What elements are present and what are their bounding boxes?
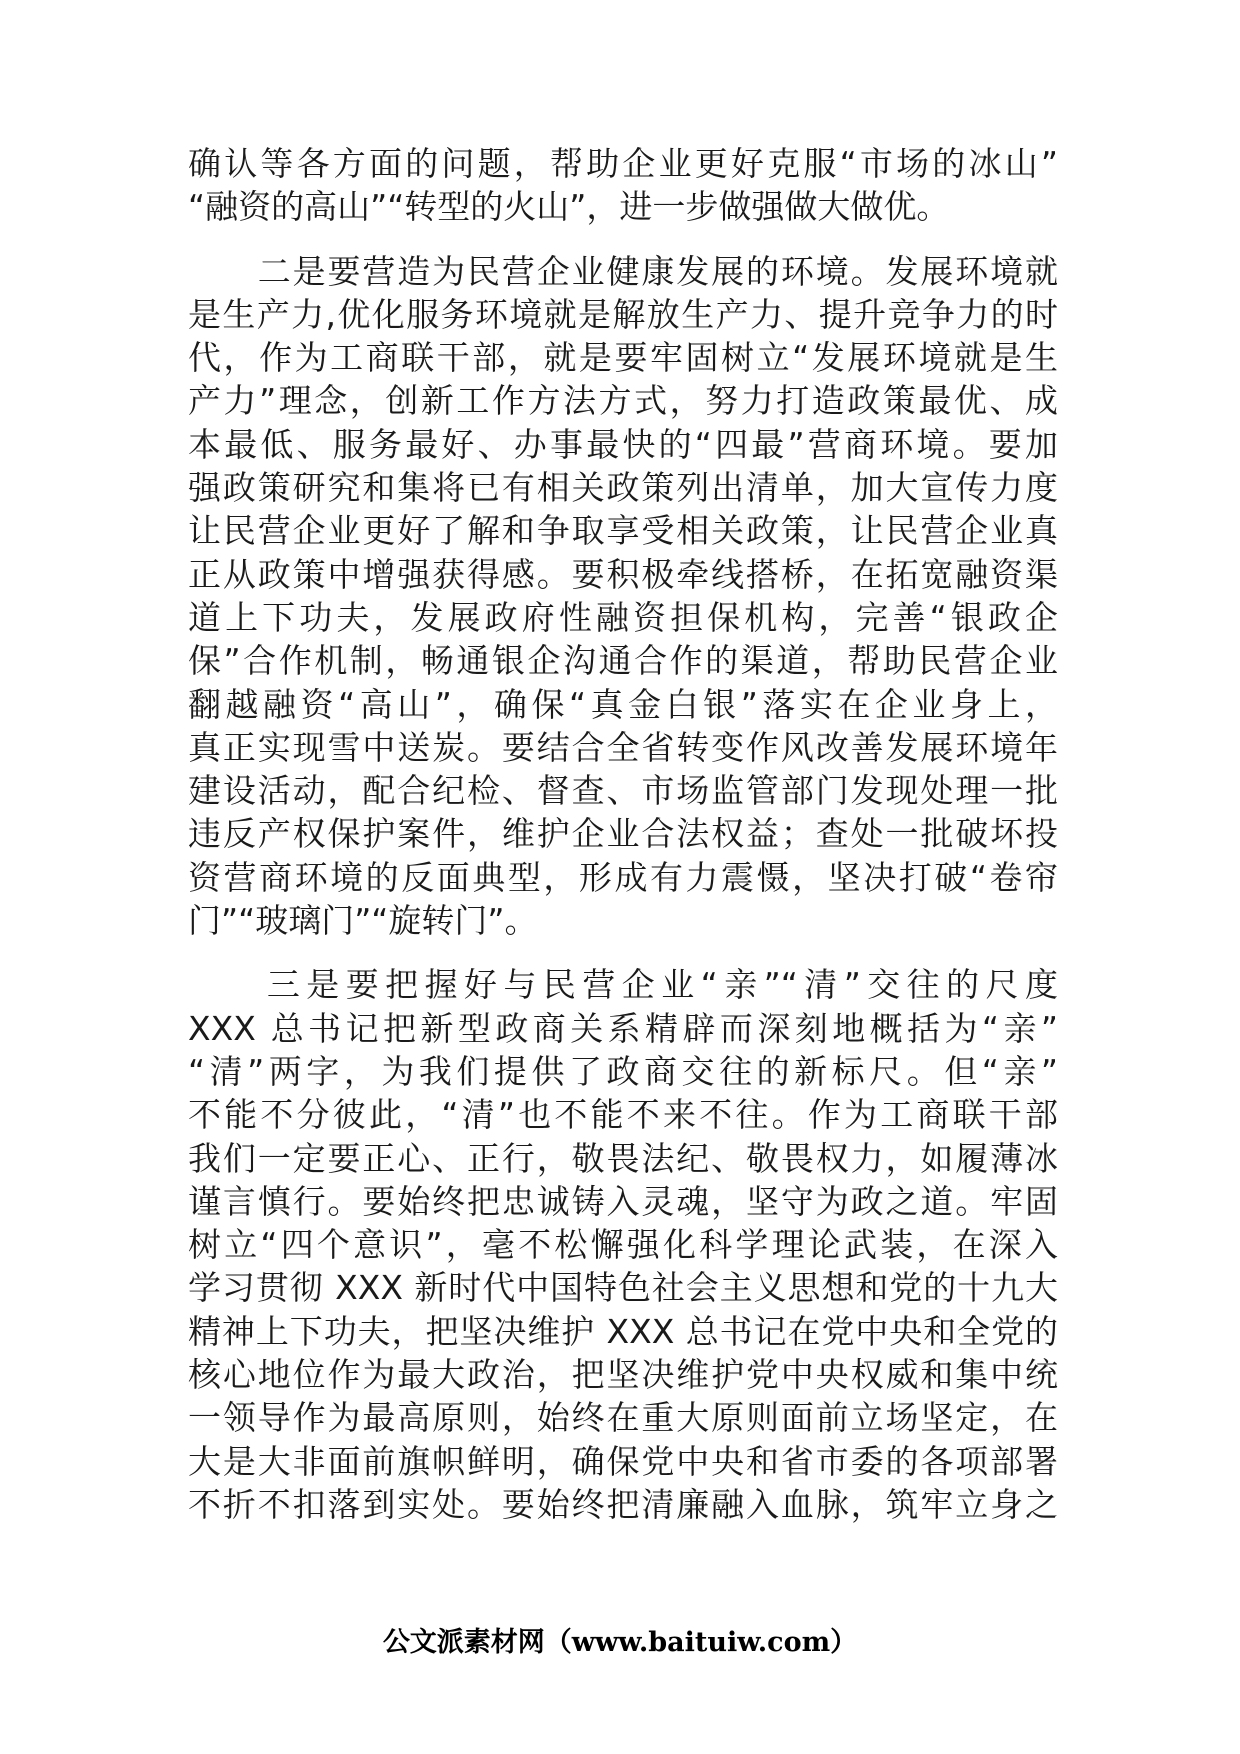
text-line: 翻越融资“高山”，确保“真金白银”落实在企业身上， [188, 684, 1058, 724]
text-line: 不折不扣落到实处。要始终把清廉融入血脉，筑牢立身之 [188, 1484, 1058, 1524]
text-line: 建设活动，配合纪检、督查、市场监管部门发现处理一批 [188, 771, 1058, 811]
paragraph-3 [188, 963, 1058, 1526]
text-line: 违反产权保护案件，维护企业合法权益；查处一批破坏投 [188, 814, 1058, 854]
text-line: XXX 总书记把新型政商关系精辟而深刻地概括为“亲” [188, 1008, 1058, 1048]
text-line: 道上下功夫，发展政府性融资担保机构，完善“银政企 [188, 597, 1058, 637]
text-line: 大是大非面前旗帜鲜明，确保党中央和省市委的各项部署 [188, 1441, 1058, 1481]
text-line: 本最低、服务最好、办事最快的“四最”营商环境。要加 [188, 424, 1058, 464]
text-line: 谨言慎行。要始终把忠诚铸入灵魂，坚守为政之道。牢固 [188, 1181, 1058, 1221]
text-line: “融资的高山”“转型的火山”，进一步做强做大做优。 [188, 187, 950, 227]
text-line: 我们一定要正心、正行，敬畏法纪、敬畏权力，如履薄冰 [188, 1138, 1058, 1178]
text-line: 资营商环境的反面典型，形成有力震慑，坚决打破“卷帘 [188, 857, 1058, 897]
text-line: 让民营企业更好了解和争取享受相关政策，让民营企业真 [188, 511, 1058, 551]
text-line: 精神上下功夫，把坚决维护 XXX 总书记在党中央和全党的 [188, 1311, 1058, 1351]
text-line: 学习贯彻 XXX 新时代中国特色社会主义思想和党的十九大 [188, 1268, 1058, 1308]
page-footer-watermark: 公文派素材网（www.baituiw.com） [382, 1627, 858, 1658]
text-line: 核心地位作为最大政治，把坚决维护党中央权威和集中统 [188, 1355, 1058, 1395]
text-line: 保”合作机制，畅通银企沟通合作的渠道，帮助民营企业 [188, 641, 1058, 681]
text-line: 是生产力,优化服务环境就是解放生产力、提升竞争力的时 [188, 294, 1058, 334]
paragraph-1 [188, 142, 1058, 229]
text-line: “清”两字，为我们提供了政商交往的新标尺。但“亲” [188, 1051, 1058, 1091]
document-body [188, 142, 1058, 1526]
text-line: 代，作为工商联干部，就是要牢固树立“发展环境就是生 [188, 338, 1058, 378]
text-line: 二是要营造为民营企业健康发展的环境。发展环境就 [188, 251, 1058, 291]
text-line: 产力”理念，创新工作方法方式，努力打造政策最优、成 [188, 381, 1058, 421]
text-line: 正从政策中增强获得感。要积极牵线搭桥，在拓宽融资渠 [188, 554, 1058, 594]
text-line: 真正实现雪中送炭。要结合全省转变作风改善发展环境年 [188, 727, 1058, 767]
text-line: 强政策研究和集将已有相关政策列出清单，加大宣传力度 [188, 468, 1058, 508]
text-line: 门”“玻璃门”“旋转门”。 [188, 901, 538, 941]
text-line: 确认等各方面的问题，帮助企业更好克服“市场的冰山” [188, 144, 1058, 183]
text-line: 树立“四个意识”，毫不松懈强化科学理论武装，在深入 [188, 1225, 1058, 1265]
text-line: 三是要把握好与民营企业“亲”“清”交往的尺度 [188, 965, 1058, 1005]
text-line: 不能不分彼此，“清”也不能不来不往。作为工商联干部 [188, 1095, 1058, 1135]
paragraph-2 [188, 250, 1058, 943]
text-line: 一领导作为最高原则，始终在重大原则面前立场坚定，在 [188, 1398, 1058, 1438]
